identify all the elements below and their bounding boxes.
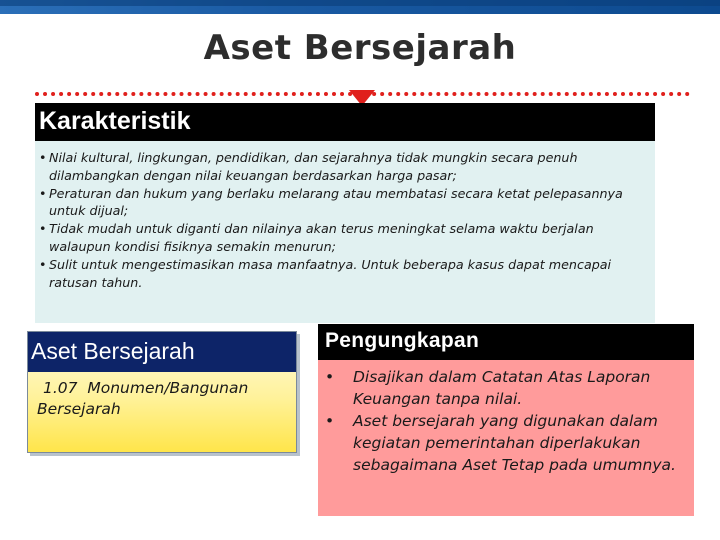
account-label: Monumen/Bangunan Bersejarah [37, 379, 249, 418]
pengungkapan-heading: Pengungkapan [325, 329, 480, 352]
aset-box-heading: Aset Bersejarah [31, 338, 195, 364]
pengungkapan-item: • Disajikan dalam Catatan Atas Laporan Keuangan tanpa nilai. [325, 366, 694, 410]
karakteristik-item: • Peraturan dan hukum yang berlaku melarang atau membatasi secara ketat pelepasannya untuk dijual; [39, 185, 655, 221]
karakteristik-item: • Sulit untuk mengestimasikan masa manfaatnya. Untuk beberapa kasus dapat mencapai ratusan tahun. [39, 256, 655, 292]
aset-box-content [37, 378, 292, 420]
karakteristik-item: • Tidak mudah untuk diganti dan nilainya akan terus meningkat selama waktu berjalan walaupun kondisi fisiknya semakin menurun; [39, 220, 655, 256]
karakteristik-item: • Nilai kultural, lingkungan, pendidikan, dan sejarahnya tidak mungkin secara penuh dilambangkan dengan nilai keuangan berdasarkan harga pasar; [39, 149, 655, 185]
pengungkapan-item: • Aset bersejarah yang digunakan dalam kegiatan pemerintahan diperlakukan sebagaimana Aset Tetap pada umumnya. [325, 410, 694, 476]
pengungkapan-panel [318, 360, 694, 516]
top-banner-accent [0, 0, 720, 6]
account-code: 1.07 [43, 379, 78, 397]
slide-title: Aset Bersejarah [203, 28, 517, 68]
karakteristik-header [35, 103, 655, 141]
karakteristik-heading: Karakteristik [39, 107, 191, 135]
pengungkapan-header [318, 324, 694, 360]
karakteristik-panel [35, 141, 655, 323]
pengungkapan-list [318, 360, 694, 476]
karakteristik-list [35, 141, 655, 291]
aset-bersejarah-box [27, 331, 297, 453]
aset-box-header [28, 332, 296, 372]
